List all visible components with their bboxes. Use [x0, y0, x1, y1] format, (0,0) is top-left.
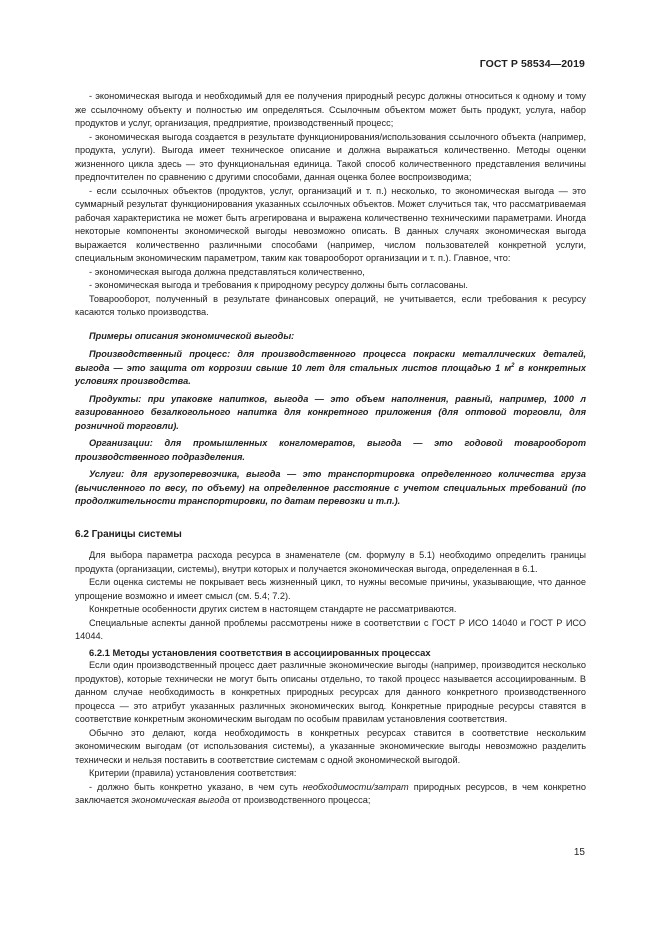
- example-services: Услуги: для грузоперевозчика, выгода — это транспортировка определенного количества груза (вычисленного по весу, по объему) на определенное расстояние с учетом специальных требований (по продолжительности транспортировки, по датам перевозки и т.п.).: [75, 469, 586, 506]
- section-heading-6-2-1: 6.2.1 Методы установления соответствия в ассоциированных процессах: [89, 646, 431, 658]
- emphasis: необходимости/затрат: [302, 781, 409, 792]
- paragraph: [75, 781, 586, 808]
- paragraph: Товарооборот, полученный в результате финансовых операций, не учитывается, если требования к ресурсу касаются только производства.: [75, 293, 586, 317]
- example-text: Производственный процесс: для производственного процесса покраски металлических деталей, выгода — это защита от коррозии свыше 10 лет для стальных листов площадью 1 м: [75, 349, 586, 373]
- paragraph: - экономическая выгода и требования к природному ресурсу должны быть согласованы.: [89, 280, 468, 290]
- paragraph: - экономическая выгода и необходимый для ее получения природный ресурс должны относиться к одному и тому же ссылочному объекту и полностью им определяться. Ссылочным объектом может быть продукт, услуга, набор продуктов и услуг, организация, предприятие, производственный процесс;: [75, 91, 586, 128]
- example-organizations: Организации: для промышленных конгломератов, выгода — это годовой товарооборот производственного подразделения.: [75, 438, 586, 462]
- example-production: [75, 348, 586, 389]
- text-run: от производственного процесса;: [229, 795, 371, 805]
- paragraph: Если оценка системы не покрывает весь жизненный цикл, то нужны весомые причины, указывающие, что данное упрощение возможно и имеет смысл (см. 5.4; 7.2).: [75, 577, 586, 601]
- paragraph: Специальные аспекты данной проблемы рассмотрены ниже в соответствии с ГОСТ Р ИСО 14040 и ГОСТ Р ИСО 14044.: [75, 617, 586, 641]
- superscript: 2: [511, 362, 515, 369]
- text-run: природных ресурсов, в чем конкретно заключается: [75, 781, 586, 805]
- paragraph: - если ссылочных объектов (продуктов, услуг, организаций и т. п.) несколько, то экономическая выгода — это суммарный результат функционирования указанных ссылочных объектов. Может случиться так, что рассматриваемая рабочая характеристика не может быть агрегирована и выражена количественно техническими параметрами. Иногда некоторые компоненты экономической выгоды невозможно описать. В данных случаях экономическая выгода выражается количественно различными способами (например, числом пользователей конкретной услуги, специальным экономическим параметром, таким как товарооборот организации и т. п.). Главное, что:: [75, 185, 586, 263]
- paragraph: - экономическая выгода должна представляться количественно,: [89, 266, 365, 277]
- section-heading-6-2: 6.2 Границы системы: [75, 528, 182, 540]
- paragraph: Критерии (правила) установления соответствия:: [89, 768, 297, 778]
- page-number: 15: [573, 847, 585, 858]
- page-content: [75, 90, 586, 808]
- example-products: Продукты: при упаковке напитков, выгода — это объем наполнения, равный, например, 1000 л газированного безалкогольного напитка для конкретного приложения (для оптовой торговли, для розничной торговли).: [75, 393, 586, 431]
- paragraph: Обычно это делают, когда необходимость в конкретных ресурсах ставится в соответствие нескольким экономическим выгодам (от использования системы), а указанные экономические выгоды невозможно разделить технически и нельзя поставить в соответствие системам с одной экономической выгодой.: [75, 727, 586, 765]
- paragraph: - экономическая выгода создается в результате функционирования/использования ссылочного объекта (например, продукта, услуги). Выгода имеет техническое описание и должна выражаться количественно. Методы оценки жизненного цикла здесь — это функциональная единица. Такой способ количественного представления величины предпочтителен по сравнению с другими способами, данная оценка более воспроизводима;: [75, 131, 586, 182]
- emphasis: экономическая выгода: [131, 795, 230, 805]
- text-run: - должно быть конкретно указано, в чем суть: [89, 781, 303, 792]
- paragraph: Для выбора параметра расхода ресурса в знаменателе (см. формулу в 5.1) необходимо определить границы продукта (организации, системы), внутри которых и получается экономическая выгода, определенная в 6.1.: [75, 550, 586, 574]
- paragraph: Конкретные особенности других систем в настоящем стандарте не рассматриваются.: [89, 604, 457, 614]
- examples-title: Примеры описания экономической выгоды:: [89, 330, 295, 341]
- document-code: ГОСТ Р 58534—2019: [479, 58, 585, 70]
- paragraph: Если один производственный процесс дает различные экономические выгоды (например, производится несколько продуктов), которые технически не могут быть описаны отдельно, то такой процесс называется ассоциированным. В данном случае необходимость в конкретных природных ресурсах для данного конкретного производственного процесса — это атрибут указанных различных экономических выгод. Конкретные природные ресурсы ставятся в соответствие конкретным экономическим выгодам по особым правилам установления соответствия.: [75, 660, 586, 724]
- example-text: в конкретных условиях производства.: [75, 362, 586, 386]
